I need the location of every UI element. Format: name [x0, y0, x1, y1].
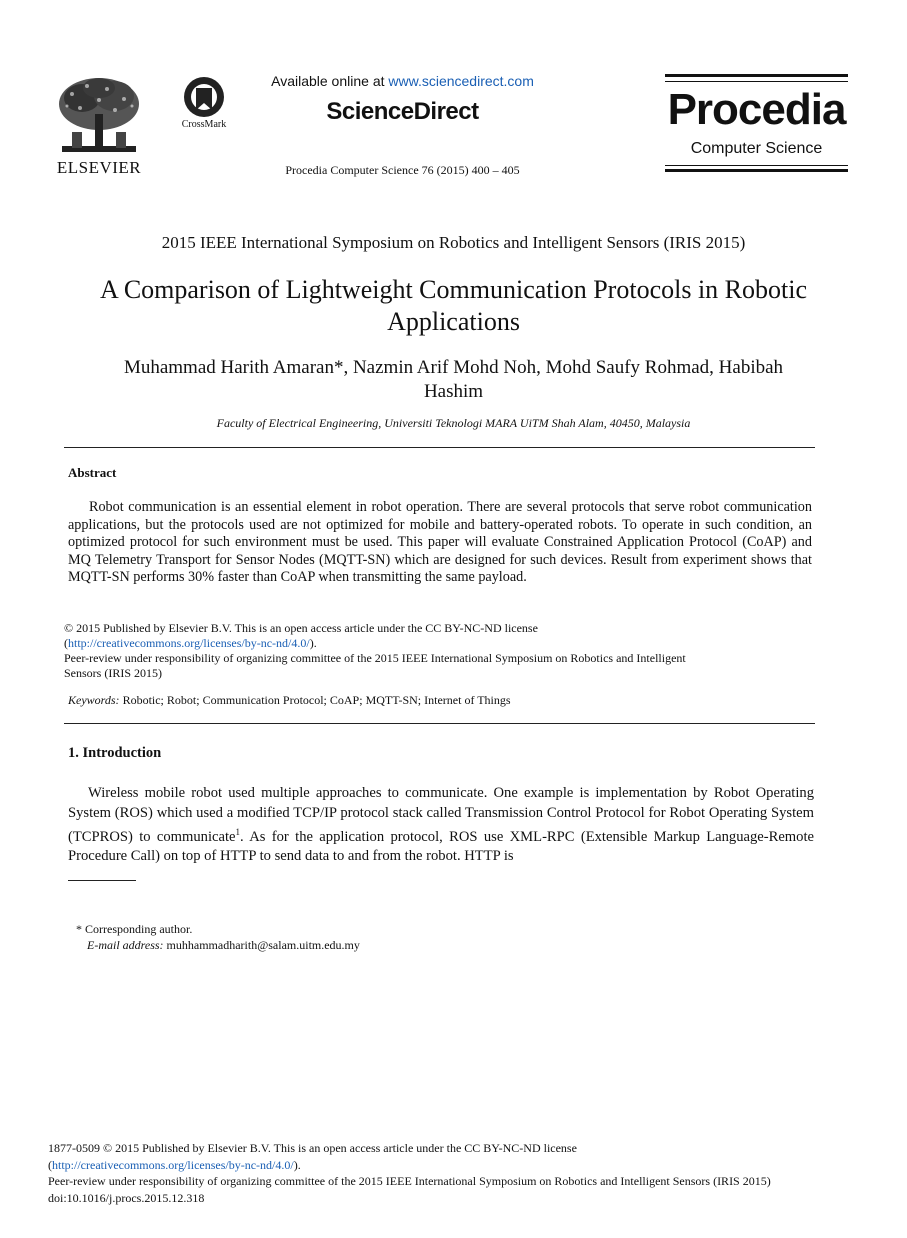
- procedia-bottom-rule-thin: [665, 165, 848, 166]
- procedia-subtitle: Computer Science: [690, 140, 823, 157]
- authors-line-2: Hashim: [423, 381, 484, 402]
- license-line-3: Peer-review under responsibility of organizing committee of the 2015 IEEE International Symposium on Robotics and Intelligent: [64, 651, 686, 665]
- license-link[interactable]: http://creativecommons.org/licenses/by-nc-nd/4.0/: [68, 636, 310, 650]
- conference-name: 2015 IEEE International Symposium on Robotics and Intelligent Sensors (IRIS 2015): [161, 233, 746, 252]
- footer-doi: doi:10.1016/j.procs.2015.12.318: [48, 1190, 205, 1205]
- license-paren-open: (: [64, 636, 68, 650]
- license-line-4: Sensors (IRIS 2015): [64, 666, 162, 680]
- paper-title: [40, 274, 867, 338]
- sciencedirect-link[interactable]: www.sciencedirect.com: [388, 73, 534, 89]
- paper-title-line-2: Applications: [387, 307, 520, 336]
- available-online: [230, 73, 575, 89]
- divider-top: [64, 447, 815, 448]
- page-footer: [48, 1140, 858, 1206]
- introduction-text-2: . As for the application protocol, ROS use XML-RPC (Extensible Markup Language-Remote Procedure Call) on top of HTTP to send data to and from the robot. HTTP is: [68, 828, 814, 865]
- introduction-heading: 1. Introduction: [68, 745, 162, 761]
- license-block: [64, 621, 824, 681]
- license-line-2: [64, 636, 824, 651]
- procedia-logo: [665, 74, 848, 176]
- elsevier-logo: [52, 74, 146, 178]
- elsevier-wordmark: ELSEVIER: [56, 158, 142, 177]
- email-line: [76, 937, 360, 953]
- footer-paren-close: ).: [293, 1157, 301, 1172]
- procedia-bottom-rule-thick: [665, 169, 848, 172]
- affiliation: Faculty of Electrical Engineering, Universiti Teknologi MARA UiTM Shah Alam, 40450, Malaysia: [216, 416, 691, 430]
- abstract-heading: Abstract: [68, 465, 117, 480]
- authors-line-1: Muhammad Harith Amaran*, Nazmin Arif Mohd Noh, Mohd Saufy Rohmad, Habibah: [123, 357, 784, 378]
- crossmark-icon: [176, 76, 232, 118]
- divider-bottom: [64, 723, 815, 724]
- crossmark-badge[interactable]: [176, 76, 232, 134]
- keywords-text: Robotic; Robot; Communication Protocol; CoAP; MQTT-SN; Internet of Things: [119, 693, 511, 707]
- corresponding-author: * Corresponding author.: [76, 922, 193, 936]
- footer-paren-open: (: [48, 1157, 52, 1172]
- elsevier-tree-icon: [52, 74, 146, 158]
- authors: [40, 356, 867, 404]
- footnote: [76, 921, 360, 953]
- introduction-text-1: Wireless mobile robot used multiple approaches to communicate. One example is implementation by Robot Operating System (ROS) which used a modified TCP/IP protocol stack called Transmission Control Protocol for Robot Operating System (TCPROS) to communicate: [68, 785, 814, 845]
- footnote-ref[interactable]: 1: [235, 827, 241, 837]
- license-paren-close: ).: [309, 636, 317, 650]
- paper-title-line-1: A Comparison of Lightweight Communication Protocols in Robotic: [99, 275, 807, 304]
- keywords-label: Keywords:: [68, 693, 120, 707]
- introduction-body: [68, 784, 814, 867]
- available-online-text: Available online at: [271, 73, 389, 89]
- procedia-top-rule-thin: [665, 81, 848, 82]
- footer-line-2: [48, 1157, 858, 1174]
- footer-line-1: 1877-0509 © 2015 Published by Elsevier B.V. This is an open access article under the CC BY-NC-ND license: [48, 1141, 577, 1155]
- sciencedirect-brand: ScienceDirect: [326, 98, 479, 125]
- procedia-top-rule-thick: [665, 74, 848, 77]
- license-line-1: © 2015 Published by Elsevier B.V. This is an open access article under the CC BY-NC-ND license: [64, 621, 538, 635]
- procedia-wordmark: Procedia: [667, 85, 846, 134]
- footnote-separator: [68, 880, 136, 881]
- journal-citation: Procedia Computer Science 76 (2015) 400 – 405: [285, 163, 520, 177]
- footer-line-3: Peer-review under responsibility of organizing committee of the 2015 IEEE International Symposium on Robotics and Intelligent Sensors (IRIS 2015): [48, 1174, 771, 1188]
- abstract-body: Robot communication is an essential element in robot operation. There are several protocols that serve robot communication applications, but the protocols used are not optimized for mobile and battery-operated robots. To operate in such condition, an optimized protocol for such environment must be used. This paper will evaluate Constrained Application Protocol (CoAP) and MQ Telemetry Transport for Sensor Nodes (MQTT-SN) which are designed for such devices. Result from experiment shows that MQTT-SN performs 30% faster than CoAP when transmitting the same payload.: [68, 499, 812, 586]
- footer-license-link[interactable]: http://creativecommons.org/licenses/by-nc-nd/4.0/: [52, 1157, 294, 1172]
- email-address[interactable]: muhhammadharith@salam.uitm.edu.my: [163, 938, 360, 952]
- keywords: [68, 693, 828, 708]
- crossmark-label: CrossMark: [181, 119, 227, 130]
- email-label: E-mail address:: [87, 938, 164, 952]
